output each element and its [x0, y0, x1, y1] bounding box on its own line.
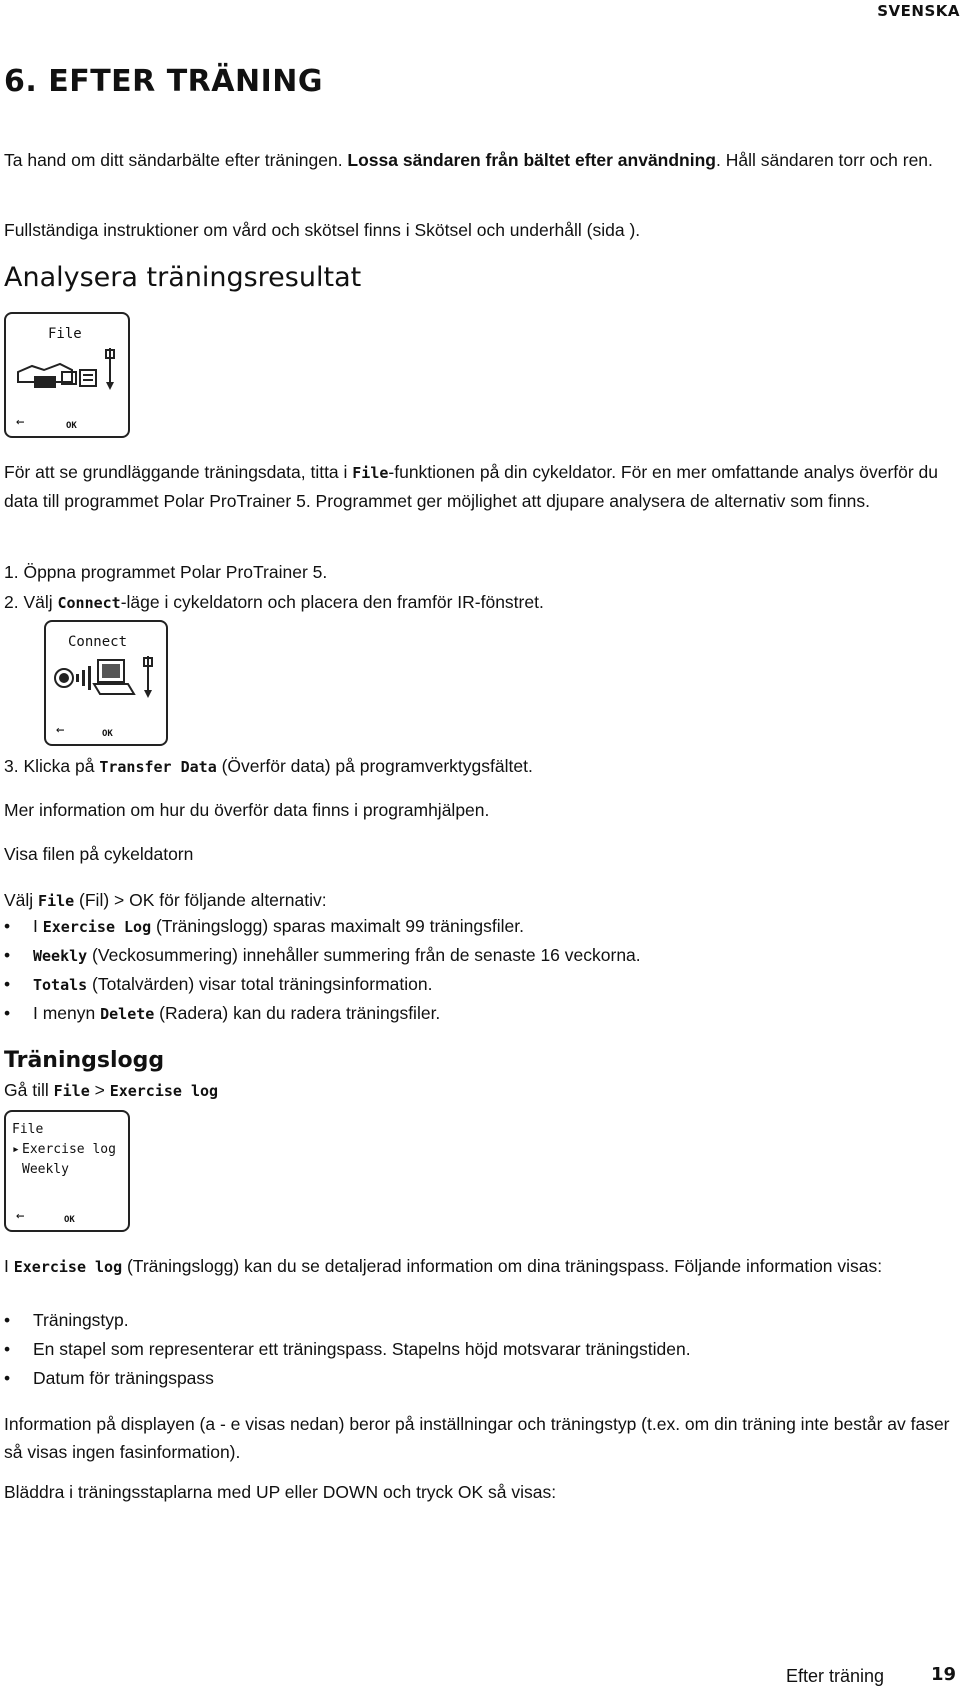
- bullet-icon: •: [4, 945, 11, 965]
- list-item: Datum för träningspass: [33, 1368, 214, 1388]
- lcd-ok-label: OK: [66, 421, 77, 431]
- selection-caret-icon: ▸: [12, 1142, 20, 1157]
- list-item: Totals (Totalvärden) visar total träningsinformation.: [33, 974, 433, 994]
- footer-page-number: 19: [930, 1664, 956, 1685]
- lcd-file-title: File: [48, 326, 82, 342]
- bullet-icon: •: [4, 1339, 11, 1359]
- bullet-icon: •: [4, 1368, 11, 1388]
- list-item: En stapel som representerar ett träningspass. Stapelns höjd motsvarar träningstiden.: [33, 1339, 691, 1359]
- more-info-text: Mer information om hur du överför data finns i programhjälpen.: [4, 800, 490, 820]
- list-item: I Exercise Log (Träningslogg) sparas maximalt 99 träningsfiler.: [33, 916, 524, 936]
- bullet-icon: •: [4, 1003, 11, 1023]
- lcd-menu-item-exercise-log: Exercise log: [22, 1142, 116, 1157]
- back-arrow-icon: ←: [16, 414, 25, 430]
- goto-text: Gå till File > Exercise log: [4, 1080, 219, 1100]
- lcd-connect-screen: [44, 620, 168, 746]
- view-file-text: Visa filen på cykeldatorn: [4, 844, 194, 864]
- file-folders-icon: [14, 344, 124, 404]
- browse-text: Bläddra i träningsstaplarna med UP eller DOWN och tryck OK så visas:: [4, 1482, 557, 1502]
- display-info-text: Information på displayen (a - e visas nedan) beror på inställningar och träningstyp (t.ex. om din träning inte består av faser så visas ingen fasinformation).: [4, 1414, 950, 1462]
- list-item: Träningstyp.: [33, 1310, 129, 1330]
- list-item: Weekly (Veckosummering) innehåller summering från de senaste 16 veckorna.: [33, 945, 641, 965]
- back-arrow-icon: ←: [56, 722, 65, 738]
- bullet-icon: •: [4, 974, 11, 994]
- lcd-menu-title: File: [12, 1122, 44, 1137]
- lcd-file-screen: [4, 312, 130, 438]
- connect-pc-icon: [50, 652, 160, 706]
- bullet-icon: •: [4, 916, 11, 936]
- lcd-connect-title: Connect: [68, 634, 128, 650]
- list-item: I menyn Delete (Radera) kan du radera träningsfiler.: [33, 1003, 441, 1023]
- bullet-icon: •: [4, 1310, 11, 1330]
- choose-file-text: Välj File (Fil) > OK för följande alternativ:: [4, 890, 327, 910]
- step-1: 1. Öppna programmet Polar ProTrainer 5.: [4, 562, 328, 582]
- intro-paragraph-2: Fullständiga instruktioner om vård och skötsel finns i Skötsel och underhåll (sida ).: [4, 220, 641, 240]
- footer-section-name: Efter träning: [785, 1666, 884, 1686]
- lcd-ok-label: OK: [64, 1215, 75, 1225]
- chapter-title: 6. EFTER TRÄNING: [4, 64, 323, 99]
- language-label: SVENSKA: [877, 2, 960, 20]
- intro-paragraph-1: Ta hand om ditt sändarbälte efter träningen. Lossa sändaren från bältet efter användning. Håll sändaren torr och ren.: [4, 150, 933, 170]
- lcd-file-menu-screen: [4, 1110, 130, 1232]
- step-3: 3. Klicka på Transfer Data (Överför data) på programverktygsfältet.: [4, 756, 533, 776]
- section-heading-analyze: Analysera träningsresultat: [4, 262, 362, 293]
- back-arrow-icon: ←: [16, 1208, 25, 1224]
- section-heading-log: Träningslogg: [4, 1048, 165, 1073]
- analyze-paragraph: För att se grundläggande träningsdata, titta i File-funktionen på din cykeldator. För en mer omfattande analys överför du data till programmet Polar ProTrainer 5. Programmet ger möjlighet att djupare analysera de alternativ som finns.: [4, 462, 939, 511]
- log-description: I Exercise log (Träningslogg) kan du se detaljerad information om dina träningspass. Följande information visas:: [4, 1256, 883, 1276]
- step-2: 2. Välj Connect-läge i cykeldatorn och placera den framför IR-fönstret.: [4, 592, 544, 612]
- lcd-menu-item-weekly: Weekly: [22, 1162, 69, 1177]
- lcd-ok-label: OK: [102, 729, 113, 739]
